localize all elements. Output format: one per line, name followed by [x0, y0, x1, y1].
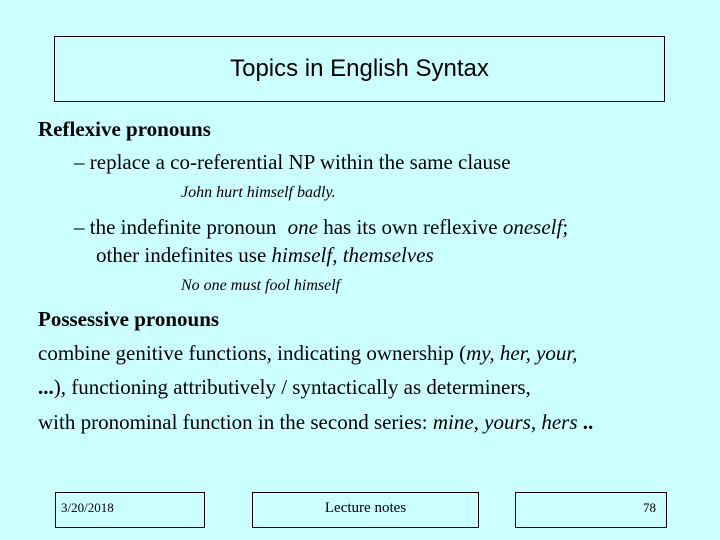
- reflexive-example-1: John hurt himself badly.: [181, 184, 336, 201]
- footer-date-box: [55, 492, 205, 528]
- bullet-dash: –: [74, 215, 85, 239]
- possessive-line-1-italic: my, her, your,: [466, 341, 578, 365]
- footer-notes: Lecture notes: [324, 500, 407, 516]
- possessive-line-1: [38, 343, 578, 364]
- footer-page-number: 78: [643, 500, 656, 515]
- bullet-2-semicolon: ;: [562, 215, 569, 239]
- slide-title-box: [54, 36, 665, 102]
- possessive-line-3-dots: ..: [582, 410, 594, 434]
- reflexive-bullet-1: – replace a co-referential NP within the same clause: [74, 150, 511, 174]
- possessive-line-2: [38, 377, 531, 398]
- possessive-line-3-text: with pronominal function in the second series:: [38, 410, 428, 434]
- possessive-heading: Possessive pronouns: [38, 307, 220, 331]
- bullet-2-oneself: oneself: [502, 215, 563, 239]
- possessive-line-3: [38, 412, 593, 433]
- bullet-2-line2-italic: himself, themselves: [271, 243, 434, 267]
- footer-date: 3/20/2018: [61, 500, 114, 515]
- possessive-line-1-text: combine genitive functions, indicating ownership (: [38, 341, 467, 365]
- footer-page-box: [515, 492, 667, 528]
- slide-title: Topics in English Syntax: [230, 55, 489, 82]
- bullet-2-text-b: has its own reflexive: [323, 215, 498, 239]
- reflexive-heading: Reflexive pronouns: [38, 117, 211, 141]
- possessive-line-3-italic: mine, yours, hers: [432, 410, 578, 434]
- reflexive-bullet-2: [74, 217, 568, 238]
- bullet-2-line2-text: other indefinites use: [96, 243, 267, 267]
- possessive-line-2-text: ), functioning attributively / syntactically as determiners,: [53, 375, 531, 399]
- possessive-line-2-ellipsis: ...: [38, 375, 54, 399]
- reflexive-example-2: No one must fool himself: [181, 277, 341, 294]
- bullet-2-text-a: the indefinite pronoun: [89, 215, 277, 239]
- footer-notes-box: [252, 492, 479, 528]
- bullet-2-one: one: [287, 215, 318, 239]
- reflexive-bullet-2-line-2: [96, 245, 434, 266]
